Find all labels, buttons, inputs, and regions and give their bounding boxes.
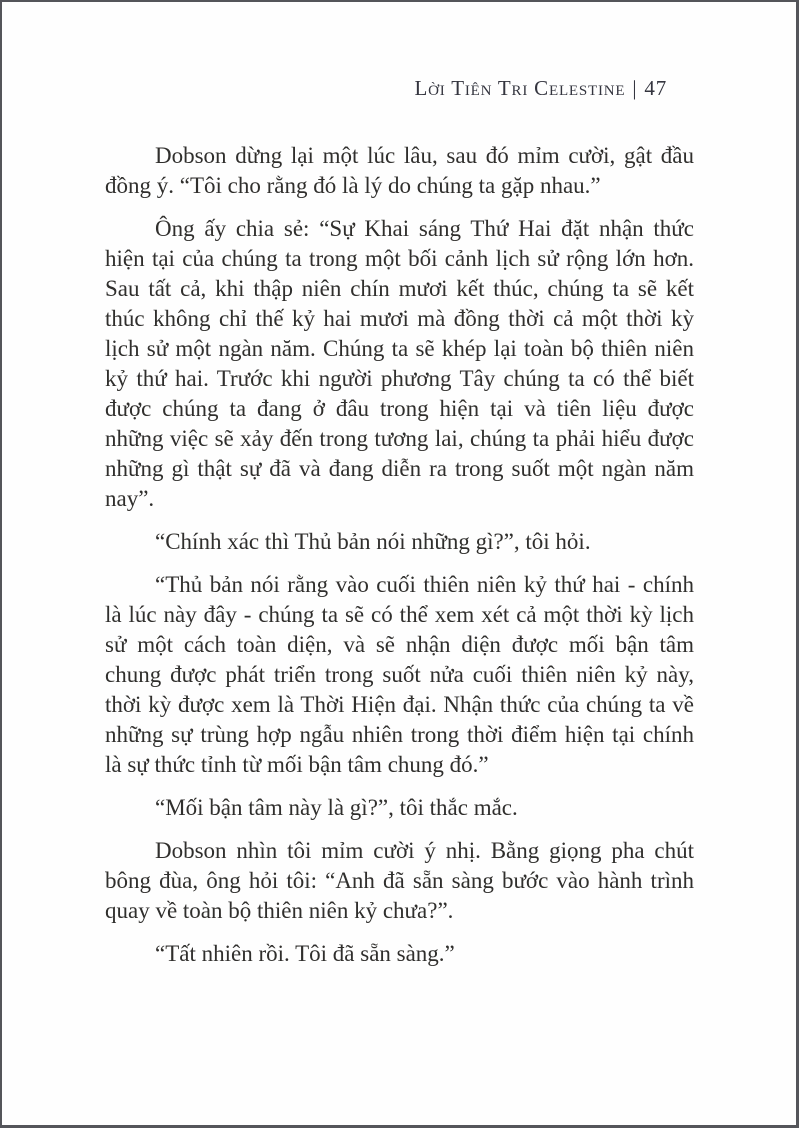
page-number: 47	[644, 76, 667, 100]
paragraph: “Mối bận tâm này là gì?”, tôi thắc mắc.	[155, 795, 518, 820]
body-text	[105, 141, 694, 969]
running-header	[105, 76, 693, 101]
paragraph: “Thủ bản nói rằng vào cuối thiên niên kỷ thứ hai - chính là lúc này đây - chúng ta sẽ có thể xem xét cả một thời kỳ lịch sử một cách toàn diện, và sẽ nhận diện được mối bận tâm chung được phát triển trong suốt nửa cuối thiên niên kỷ này, thời kỳ được xem là Thời Hiện đại. Nhận thức của chúng ta về những sự trùng hợp ngẫu nhiên trong thời điểm hiện tại chính là sự thức tỉnh từ mối bận tâm chung đó.”	[105, 572, 694, 777]
paragraph: “Tất nhiên rồi. Tôi đã sẵn sàng.”	[155, 941, 455, 966]
paragraph: Dobson nhìn tôi mỉm cười ý nhị. Bằng giọng pha chút bông đùa, ông hỏi tôi: “Anh đã sẵn sàng bước vào hành trình quay về toàn bộ thiên niên kỷ chưa?”.	[105, 838, 694, 923]
paragraph: Ông ấy chia sẻ: “Sự Khai sáng Thứ Hai đặt nhận thức hiện tại của chúng ta trong một bối cảnh lịch sử rộng lớn hơn. Sau tất cả, khi thập niên chín mươi kết thúc, chúng ta sẽ kết thúc không chỉ thế kỷ hai mươi mà đồng thời cả một thời kỳ lịch sử một ngàn năm. Chúng ta sẽ khép lại toàn bộ thiên niên kỷ thứ hai. Trước khi người phương Tây chúng ta có thể biết được chúng ta đang ở đâu trong hiện tại và tiên liệu được những việc sẽ xảy đến trong tương lai, chúng ta phải hiểu được những gì thật sự đã và đang diễn ra trong suốt một ngàn năm nay”.	[105, 216, 694, 511]
header-separator: |	[632, 76, 638, 100]
book-title: Lời Tiên Tri Celestine	[414, 76, 626, 100]
paragraph: Dobson dừng lại một lúc lâu, sau đó mỉm cười, gật đầu đồng ý. “Tôi cho rằng đó là lý do chúng ta gặp nhau.”	[105, 143, 694, 198]
paragraph: “Chính xác thì Thủ bản nói những gì?”, tôi hỏi.	[155, 529, 591, 554]
